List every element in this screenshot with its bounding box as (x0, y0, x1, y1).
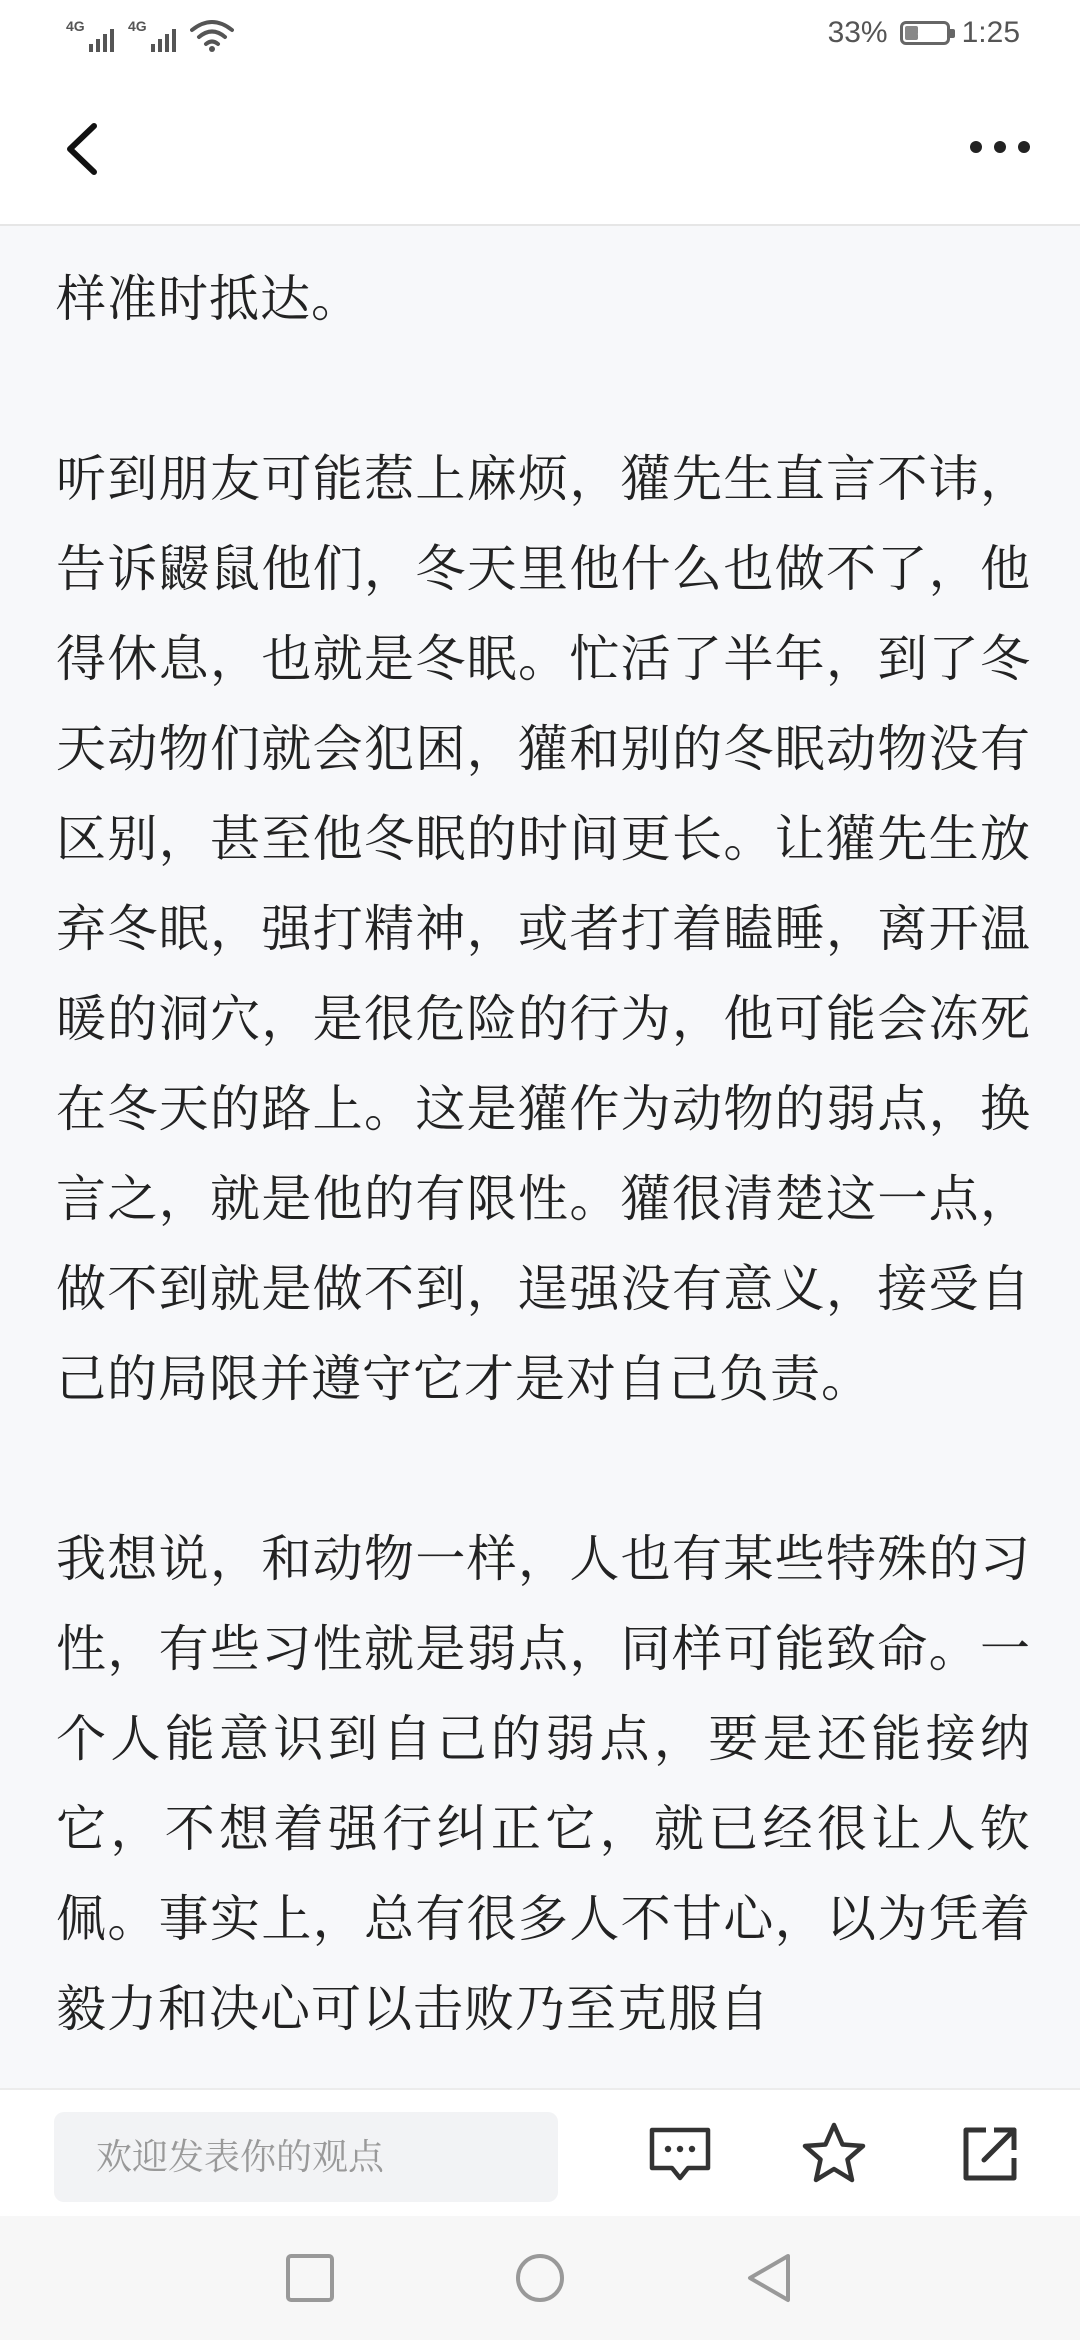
circle-icon (514, 2252, 566, 2304)
power-saving-leaf-icon: ❧ (916, 25, 929, 41)
favorite-button[interactable] (800, 2120, 868, 2188)
cellular-signal-icon (66, 18, 114, 52)
wifi-icon (190, 18, 234, 52)
cellular-signal-icon (128, 18, 176, 52)
back-nav-button[interactable] (744, 2252, 796, 2304)
triangle-back-icon (744, 2252, 796, 2304)
top-app-bar (0, 72, 1080, 226)
network-type-label: 4G (128, 18, 147, 34)
comment-input[interactable] (54, 2112, 558, 2202)
system-navigation-bar (0, 2216, 1080, 2340)
recents-button[interactable] (284, 2252, 336, 2304)
more-options-button[interactable] (960, 122, 1040, 172)
bottom-action-bar (0, 2088, 1080, 2216)
status-right (828, 16, 1020, 50)
share-button[interactable] (956, 2120, 1024, 2188)
clock: 1:25 (961, 16, 1020, 49)
battery-percent: 33% (827, 16, 888, 49)
back-button[interactable] (50, 114, 120, 184)
share-icon (956, 2120, 1024, 2188)
square-icon (284, 2252, 336, 2304)
chevron-left-icon (50, 114, 120, 184)
battery-icon (900, 21, 950, 45)
network-type-label: 4G (66, 18, 85, 34)
more-dot-icon (970, 141, 982, 153)
article-paragraph: 我想说，和动物一样，人也有某些特殊的习性，有些习性就是弱点，同样可能致命。一个人能意识到自己的弱点，要是还能接纳它，不想着强行纠正它，就已经很让人钦佩。事实上，总有很多人不甘心，以为凭着毅力和决心可以击败乃至克服自 (56, 1530, 1031, 2038)
article-content[interactable] (0, 226, 1080, 2088)
article-paragraphs (56, 254, 1031, 2088)
comment-icon (646, 2120, 714, 2188)
status-bar (0, 0, 1080, 72)
more-dot-icon (994, 141, 1006, 153)
more-dot-icon (1018, 141, 1030, 153)
article-paragraph: 样准时抵达。 (56, 270, 362, 328)
star-icon (800, 2120, 868, 2188)
comment-button[interactable] (646, 2120, 714, 2188)
status-left (66, 18, 234, 52)
home-button[interactable] (514, 2252, 566, 2304)
article-paragraph: 听到朋友可能惹上麻烦，獾先生直言不讳，告诉鼹鼠他们，冬天里他什么也做不了，他得休息，也就是冬眠。忙活了半年，到了冬天动物们就会犯困，獾和别的冬眠动物没有区别，甚至他冬眠的时间更长。让獾先生放弃冬眠，强打精神，或者打着瞌睡，离开温暖的洞穴，是很危险的行为，他可能会冻死在冬天的路上。这是獾作为动物的弱点，换言之，就是他的有限性。獾很清楚这一点，做不到就是做不到，逞强没有意义，接受自己的局限并遵守它才是对自己负责。 (56, 450, 1031, 1408)
